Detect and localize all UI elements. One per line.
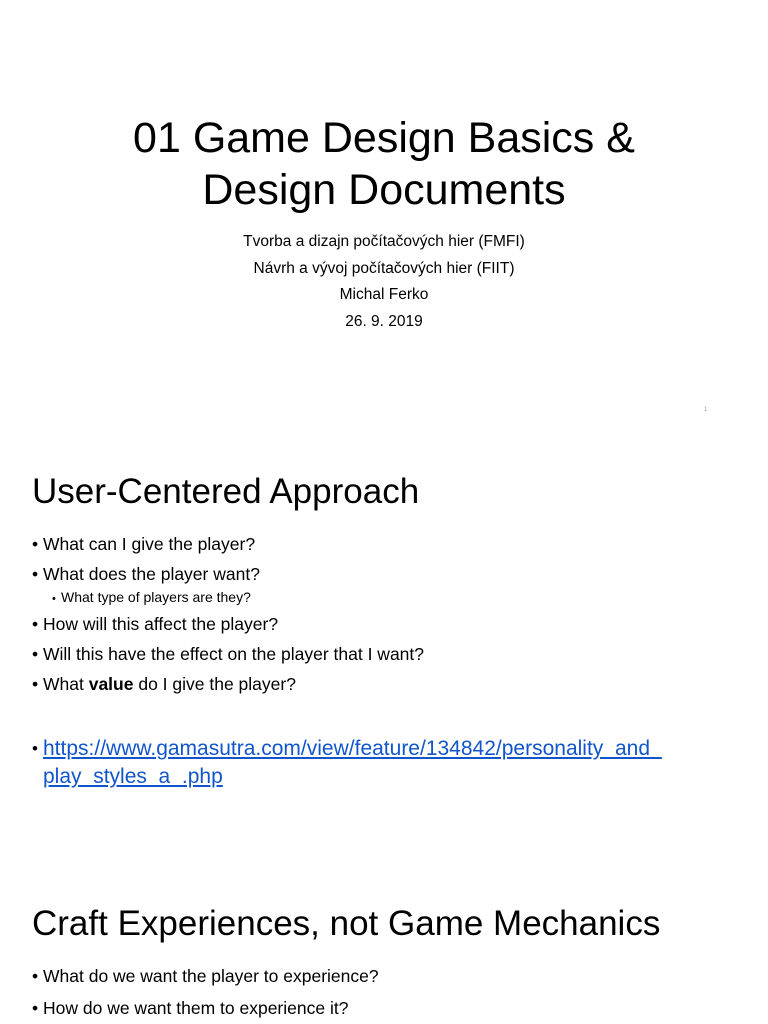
bullet-icon: • bbox=[32, 564, 39, 584]
gamasutra-link-line-2: play_styles_a_.php bbox=[43, 765, 223, 788]
slide-subtitle bbox=[0, 229, 768, 335]
slide-title-line-1: 01 Game Design Basics & bbox=[133, 114, 635, 162]
list-item-text: What can I give the player? bbox=[43, 534, 256, 554]
list-item-bold: value bbox=[88, 674, 134, 694]
bullet-icon: • bbox=[32, 534, 39, 554]
list-item bbox=[32, 530, 742, 560]
bullet-icon: • bbox=[52, 593, 56, 605]
list-item bbox=[32, 994, 742, 1024]
list-item bbox=[32, 670, 742, 700]
list-item bbox=[32, 640, 742, 670]
list-item bbox=[32, 962, 742, 994]
slide-heading: Craft Experiences, not Game Mechanics bbox=[32, 904, 661, 943]
bullet-icon: • bbox=[32, 998, 39, 1018]
list-item-text: What does the player want? bbox=[43, 564, 260, 584]
user-centered-slide bbox=[0, 432, 768, 864]
list-item bbox=[32, 610, 742, 640]
list-item-text: How will this affect the player? bbox=[43, 614, 279, 634]
slide-number: 1 bbox=[704, 407, 708, 413]
title-slide bbox=[0, 0, 768, 432]
bullet-list bbox=[32, 962, 742, 1024]
author-name: Michal Ferko bbox=[339, 286, 429, 303]
list-item-text: How do we want them to experience it? bbox=[43, 998, 349, 1018]
bullet-list bbox=[32, 530, 742, 700]
sub-list-item bbox=[32, 586, 742, 610]
bullet-icon: • bbox=[32, 614, 39, 634]
list-item-prefix: What bbox=[43, 674, 89, 694]
reference-link-item bbox=[32, 735, 742, 791]
bullet-icon: • bbox=[32, 966, 39, 986]
gamasutra-link[interactable] bbox=[43, 735, 739, 791]
list-item-text: Will this have the effect on the player that I want? bbox=[43, 644, 425, 664]
bullet-icon: • bbox=[32, 739, 38, 758]
slide-title bbox=[0, 112, 768, 216]
slide-title-line-2: Design Documents bbox=[202, 166, 566, 214]
list-item-text: What type of players are they? bbox=[61, 589, 251, 605]
list-item-suffix: do I give the player? bbox=[133, 674, 296, 694]
bullet-icon: • bbox=[32, 644, 39, 664]
list-item-text: What do we want the player to experience? bbox=[43, 966, 379, 986]
course-name-fiit: Návrh a vývoj počítačových hier (FIIT) bbox=[253, 259, 515, 277]
course-name-fmfi: Tvorba a dizajn počítačových hier (FMFI) bbox=[243, 233, 525, 250]
gamasutra-link-line-1: https://www.gamasutra.com/view/feature/134842/personality_and_ bbox=[43, 737, 662, 760]
bullet-icon: • bbox=[32, 674, 39, 694]
craft-experiences-slide bbox=[0, 864, 768, 1024]
presentation-date: 26. 9. 2019 bbox=[345, 312, 423, 330]
slide-heading: User-Centered Approach bbox=[32, 472, 420, 511]
